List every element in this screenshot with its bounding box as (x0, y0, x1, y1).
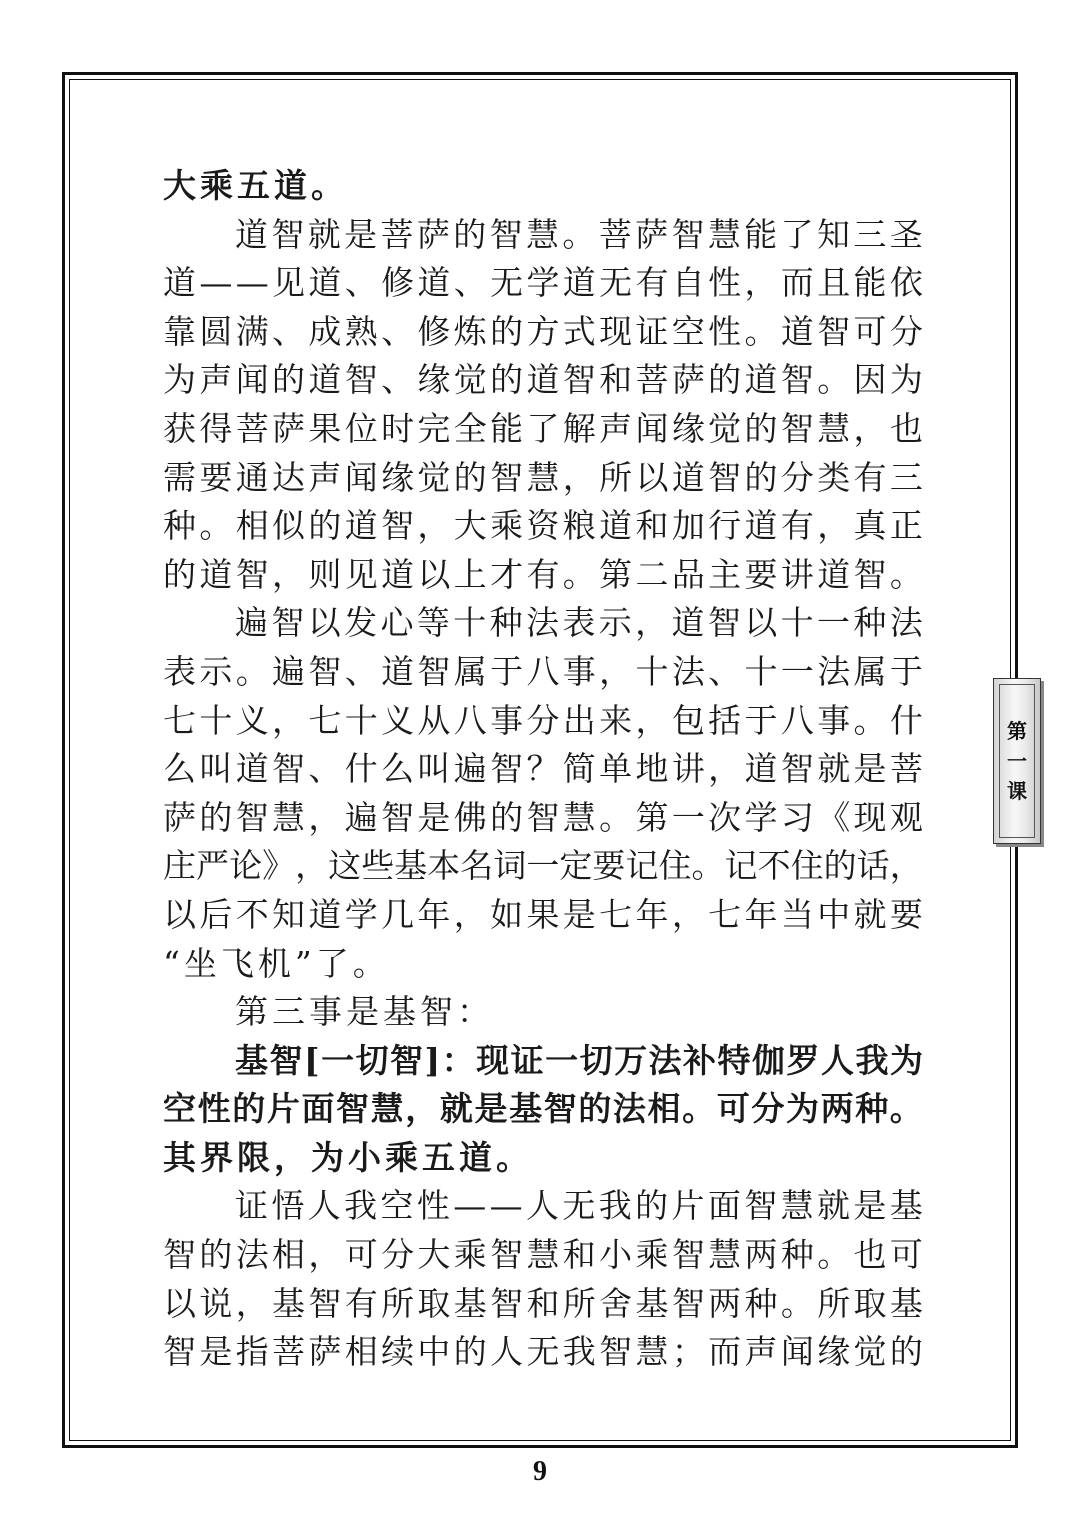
text-line: 以 后 不 知 道 学 几 年 ， 如 果 是 七 年 ， 七 年 当 中 就 要 (163, 894, 923, 934)
text-line: 第三事是基智： (235, 992, 494, 1032)
text-line: 的 道 智 ， 则 见 道 以 上 才 有 。 第 二 品 主 要 讲 道 智 。 (163, 554, 923, 594)
page-number: 9 (533, 1456, 547, 1487)
chapter-tab-char: 第 (1007, 719, 1027, 743)
text-line: 七 十 义 ， 七 十 义 从 八 事 分 出 来 ， 包 括 于 八 事 。 什 (163, 700, 923, 740)
text-line: 证 悟 人 我 空 性 — — 人 无 我 的 片 面 智 慧 就 是 基 (235, 1186, 923, 1226)
text-line: 么 叫 道 智 、 什 么 叫 遍 智 ？ 简 单 地 讲 ， 道 智 就 是 菩 (163, 749, 923, 789)
text-line: 道 — — 见 道 、 修 道 、 无 学 道 无 有 自 性 ， 而 且 能 依 (163, 263, 923, 303)
text-line: 智 是 指 菩 萨 相 续 中 的 人 无 我 智 慧 ； 而 声 闻 缘 觉 的 (163, 1332, 923, 1372)
text-line: 遍 智 以 发 心 等 十 种 法 表 示 ， 道 智 以 十 一 种 法 (235, 603, 923, 643)
text-line: 道 智 就 是 菩 萨 的 智 慧 。 菩 萨 智 慧 能 了 知 三 圣 (235, 214, 923, 254)
text-line: 需 要 通 达 声 闻 缘 觉 的 智 慧 ， 所 以 道 智 的 分 类 有 三 (163, 457, 923, 497)
text-line: 智 的 法 相 ， 可 分 大 乘 智 慧 和 小 乘 智 慧 两 种 。 也 可 (163, 1235, 923, 1275)
chapter-tab-char: 一 (1007, 749, 1027, 773)
text-line: 庄 严 论 》 ， 这 些 基 本 名 词 一 定 要 记 住 。 记 不 住 的 话 ， (163, 846, 923, 886)
text-line: 表 示 。 遍 智 、 道 智 属 于 八 事 ， 十 法 、 十 一 法 属 于 (163, 651, 923, 691)
body-text (163, 162, 923, 1377)
text-line: 萨 的 智 慧 ， 遍 智 是 佛 的 智 慧 。 第 一 次 学 习 《 现 观 (163, 797, 923, 837)
chapter-tab-label (999, 684, 1035, 838)
text-line: 以 说 ， 基 智 有 所 取 基 智 和 所 舍 基 智 两 种 。 所 取 基 (163, 1283, 923, 1323)
text-line: 大乘五道。 (163, 166, 348, 205)
text-line: 靠 圆 满 、 成 熟 、 修 炼 的 方 式 现 证 空 性 。 道 智 可 分 (163, 311, 923, 351)
text-line: 空 性 的 片 面 智 慧 ， 就 是 基 智 的 法 相 。 可 分 为 两 种 。 (163, 1089, 923, 1129)
text-line: 其界限，为小乘五道。 (163, 1137, 533, 1177)
text-line: 种 。 相 似 的 道 智 ， 大 乘 资 粮 道 和 加 行 道 有 ， 真 正 (163, 506, 923, 546)
text-line: 获 得 菩 萨 果 位 时 完 全 能 了 解 声 闻 缘 觉 的 智 慧 ， 也 (163, 408, 923, 448)
text-line: 基 智 [ 一 切 智 ] ： 现 证 一 切 万 法 补 特 伽 罗 人 我 为 (235, 1040, 923, 1080)
text-line: “坐飞机”了。 (163, 943, 390, 983)
chapter-tab (993, 678, 1041, 844)
chapter-tab-char: 课 (1007, 779, 1027, 803)
text-line: 为 声 闻 的 道 智 、 缘 觉 的 道 智 和 菩 萨 的 道 智 。 因 为 (163, 360, 923, 400)
